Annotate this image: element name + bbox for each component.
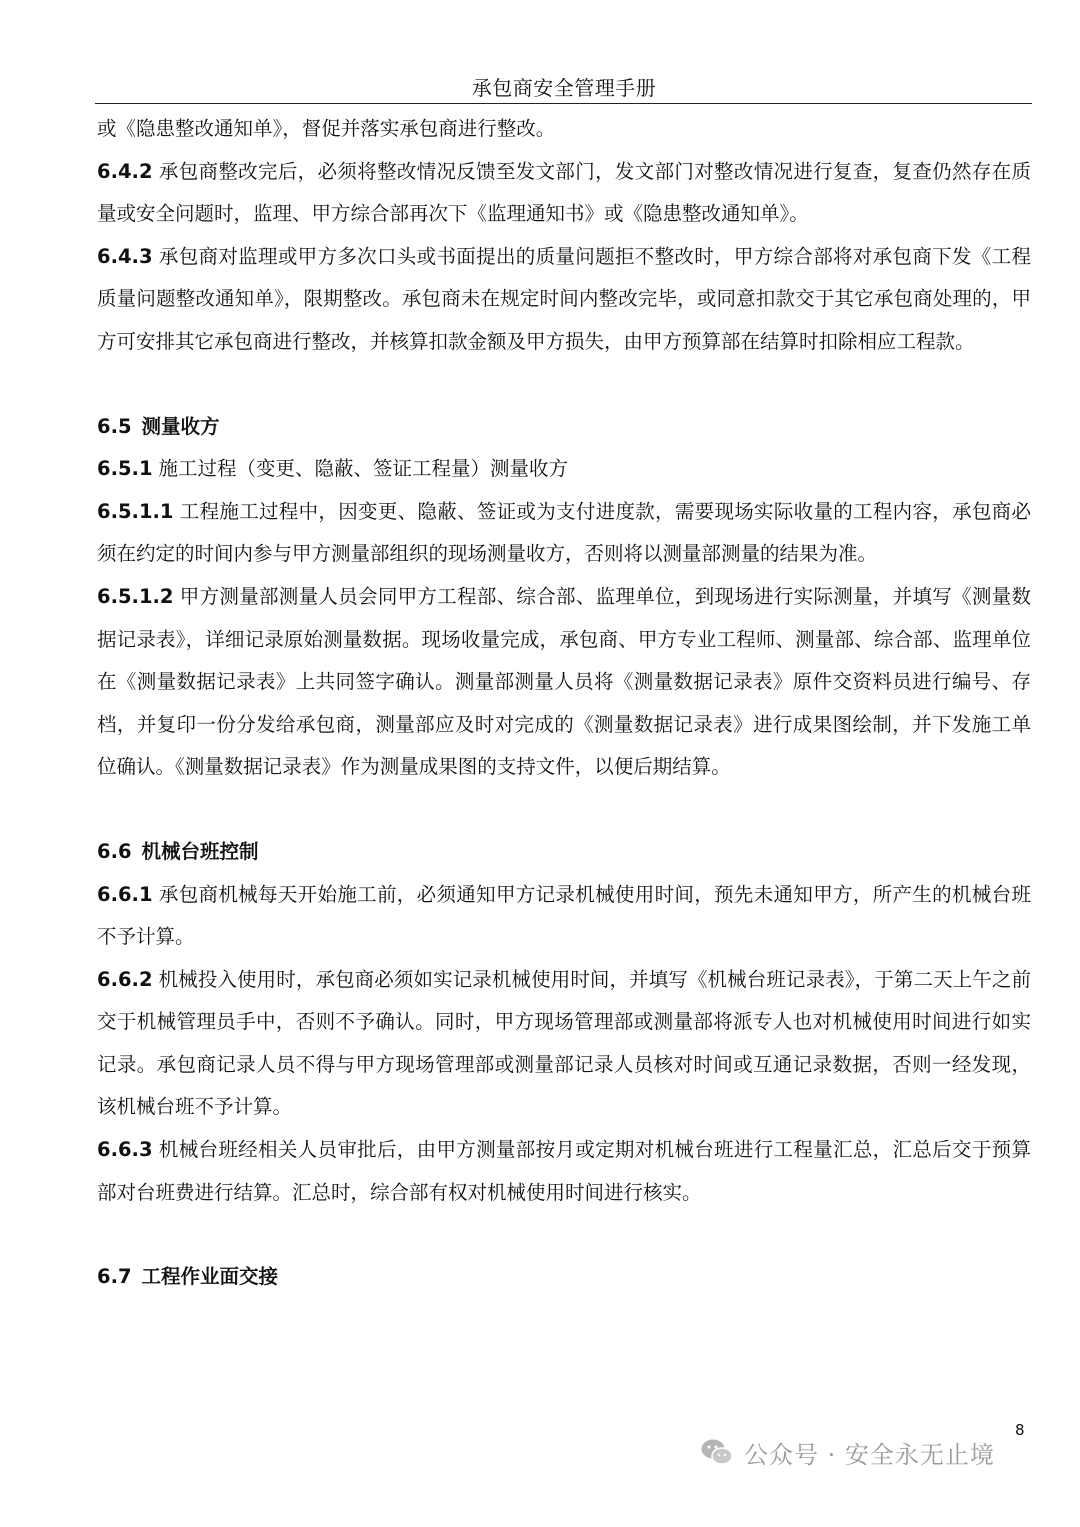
paragraph-6-4-3: [97, 236, 1031, 364]
paragraph-text: 或《隐患整改通知单》，督促并落实承包商进行整改。: [97, 117, 556, 140]
clause-number: 6.5.1: [97, 457, 153, 481]
clause-number: 6.6.3: [97, 1138, 153, 1162]
page-header-title: 承包商安全管理手册: [471, 76, 657, 100]
section-number: 6.7: [97, 1265, 132, 1289]
clause-number: 6.5.1.1: [97, 499, 174, 523]
paragraph-6-6-2: [97, 959, 1031, 1129]
section-spacer: [97, 1214, 1031, 1256]
section-title: 机械台班控制: [141, 839, 259, 863]
paragraph-6-4-2: [97, 151, 1031, 236]
paragraph-text: 机械台班经相关人员审批后，由甲方测量部按月或定期对机械台班进行工程量汇总，汇总后交于预算部对台班费进行结算。汇总时，综合部有权对机械使用时间进行核实。: [97, 1138, 1031, 1204]
paragraph-6-5-1-1: [97, 491, 1031, 576]
section-title: 工程作业面交接: [141, 1265, 279, 1289]
paragraph-text: 施工过程（变更、隐蔽、签证工程量）测量收方: [158, 457, 569, 481]
page-number: 8: [1015, 1421, 1025, 1439]
section-title: 测量收方: [141, 414, 220, 438]
section-heading-6-5: [97, 406, 1031, 449]
paragraph-text: 承包商对监理或甲方多次口头或书面提出的质量问题拒不整改时，甲方综合部将对承包商下发《工程质量问题整改通知单》，限期整改。承包商未在规定时间内整改完毕，或同意扣款交于其它承包商处理的，甲方可安排其它承包商进行整改，并核算扣款金额及甲方损失，由甲方预算部在结算时扣除相应工程款。: [97, 244, 1031, 353]
header-divider: [95, 103, 1032, 104]
paragraph-6-6-1: [97, 874, 1031, 959]
paragraph-6-6-3: [97, 1129, 1031, 1214]
clause-number: 6.4.3: [97, 244, 153, 268]
paragraph-text: 承包商机械每天开始施工前，必须通知甲方记录机械使用时间，预先未通知甲方，所产生的机械台班不予计算。: [97, 882, 1031, 949]
watermark: [700, 1432, 995, 1472]
clause-number: 6.6.1: [97, 882, 153, 906]
section-number: 6.5: [97, 414, 132, 438]
clause-number: 6.5.1.2: [97, 584, 174, 608]
watermark-text: 公众号 · 安全永无止境: [744, 1440, 995, 1469]
paragraph-text: 甲方测量部测量人员会同甲方工程部、综合部、监理单位，到现场进行实际测量，并填写《测量数据记录表》，详细记录原始测量数据。现场收量完成，承包商、甲方专业工程师、测量部、综合部、监理单位在《测量数据记录表》上共同签字确认。测量部测量人员将《测量数据记录表》原件交资料员进行编号、存档，并复印一份分发给承包商，测量部应及时对完成的《测量数据记录表》进行成果图绘制，并下发施工单位确认。《测量数据记录表》作为测量成果图的支持文件，以便后期结算。: [97, 584, 1031, 779]
paragraph-text: 机械投入使用时，承包商必须如实记录机械使用时间，并填写《机械台班记录表》，于第二天上午之前交于机械管理员手中，否则不予确认。同时，甲方现场管理部或测量部将派专人也对机械使用时间进行如实记录。承包商记录人员不得与甲方现场管理部或测量部记录人员核对时间或互通记录数据，否则一经发现，该机械台班不予计算。: [97, 967, 1031, 1119]
section-spacer: [97, 789, 1031, 831]
clause-number: 6.4.2: [97, 159, 153, 183]
section-number: 6.6: [97, 839, 132, 863]
paragraph-6-5-1: [97, 448, 1031, 491]
section-heading-6-6: [97, 831, 1031, 874]
section-spacer: [97, 364, 1031, 406]
document-body: [97, 108, 1031, 1299]
paragraph-text: 工程施工过程中，因变更、隐蔽、签证或为支付进度款，需要现场实际收量的工程内容，承包商必须在约定的时间内参与甲方测量部组织的现场测量收方，否则将以测量部测量的结果为准。: [97, 499, 1031, 566]
paragraph-6-5-1-2: [97, 576, 1031, 789]
paragraph-6-4-1-continued: [97, 108, 1031, 151]
section-heading-6-7: [97, 1256, 1031, 1299]
wechat-icon: [700, 1437, 734, 1467]
paragraph-text: 承包商整改完后，必须将整改情况反馈至发文部门，发文部门对整改情况进行复查，复查仍然存在质量或安全问题时，监理、甲方综合部再次下《监理通知书》或《隐患整改通知单》。: [97, 159, 1031, 226]
clause-number: 6.6.2: [97, 967, 153, 991]
